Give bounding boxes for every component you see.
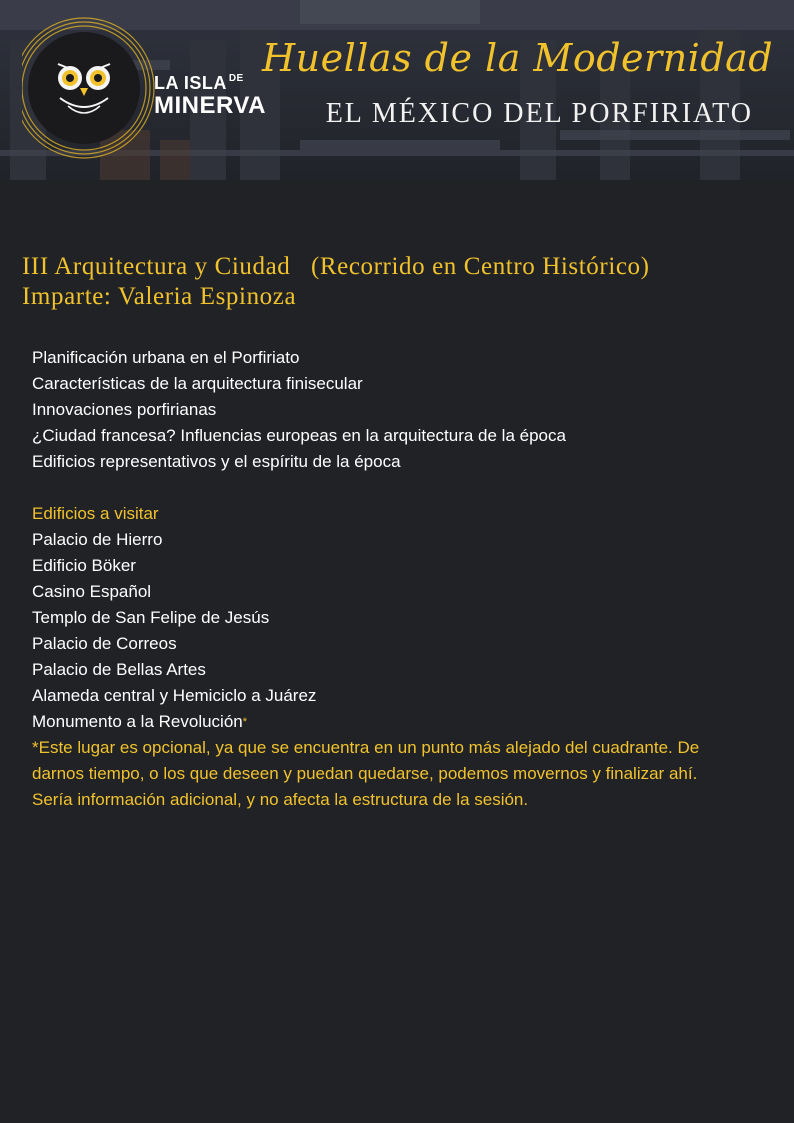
section-heading-line2: Imparte: Valeria Espinoza: [22, 283, 297, 310]
logo-line1: LA ISLA $^{DE}$: [154, 73, 244, 93]
script-title: Huellas de la Modernidad: [262, 36, 774, 80]
spacer: [32, 475, 732, 501]
visit-item: Palacio de Correos: [32, 634, 177, 653]
topic-item: Características de la arquitectura finisecular: [32, 374, 363, 393]
logo-line2: MINERVA: [154, 92, 266, 119]
visit-item-optional: [32, 709, 732, 735]
asterisk-marker: *: [242, 716, 248, 728]
header-banner: [0, 0, 794, 180]
visit-item: Casino Español: [32, 582, 152, 601]
visit-item: Templo de San Felipe de Jesús: [32, 608, 270, 627]
logo: [22, 16, 266, 166]
subtitle: EL MÉXICO DEL PORFIRIATO: [325, 98, 753, 129]
section-heading: [22, 252, 650, 312]
topic-item: Edificios representativos y el espíritu de la época: [32, 452, 401, 471]
topic-item: Planificación urbana en el Porfiriato: [32, 348, 300, 367]
topic-item: Innovaciones porfirianas: [32, 400, 217, 419]
visit-item: Alameda central y Hemiciclo a Juárez: [32, 686, 317, 705]
logo-text: [154, 74, 266, 118]
logo-line1-small: DE: [228, 73, 244, 84]
visits-label: Edificios a visitar: [32, 504, 159, 523]
visit-item-optional-label: Monumento a la Revolución: [32, 712, 243, 731]
optional-note: *Este lugar es opcional, ya que se encuentra en un punto más alejado del cuadrante. De darnos tiempo, o los que deseen y puedan quedarse, podemos movernos y finalizar ahí. Sería información adicional, y no afecta la estructura de la sesión.: [32, 738, 700, 809]
topic-item: ¿Ciudad francesa? Influencias europeas en la arquitectura de la época: [32, 426, 566, 445]
content-body: [32, 345, 732, 813]
visit-item: Palacio de Bellas Artes: [32, 660, 206, 679]
visit-item: Palacio de Hierro: [32, 530, 163, 549]
section-heading-line1: III Arquitectura y Ciudad (Recorrido en Centro Histórico): [22, 253, 650, 280]
visit-item: Edificio Böker: [32, 556, 136, 575]
